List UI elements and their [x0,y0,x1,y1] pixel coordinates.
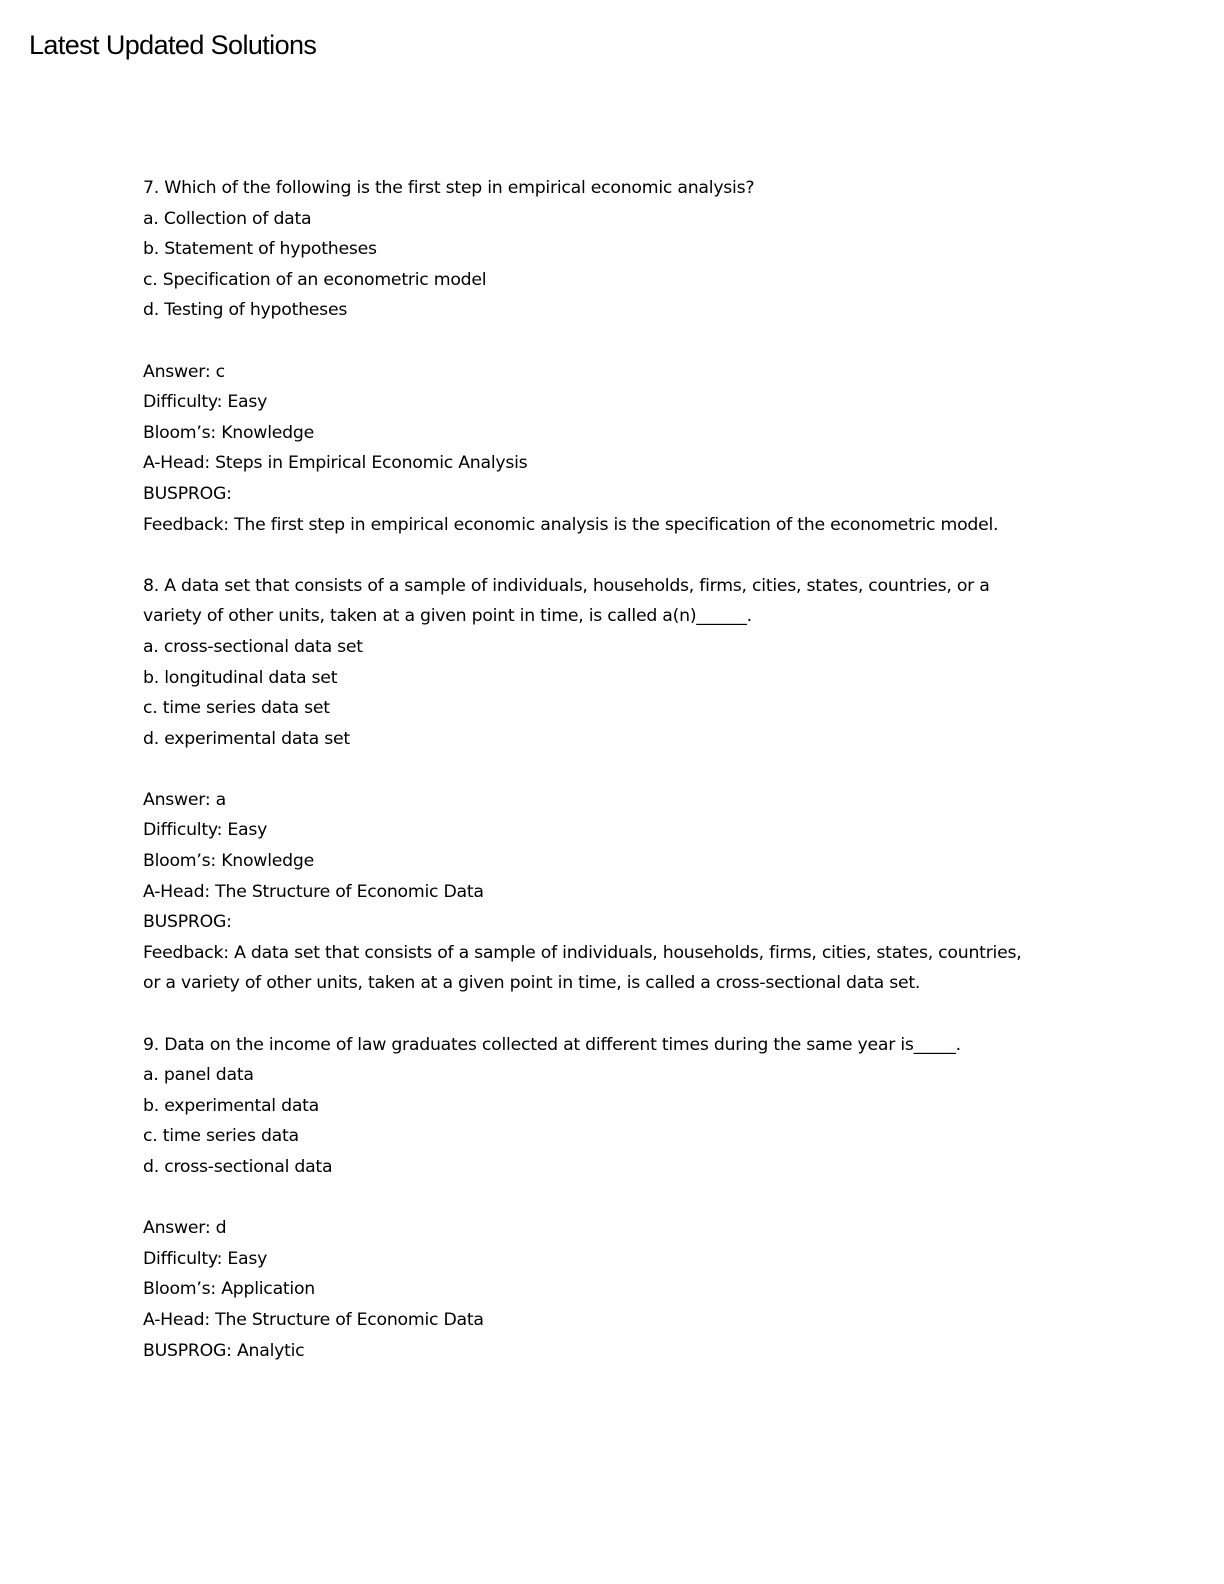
option-d: d. cross-sectional data [143,1157,333,1177]
ahead-line: A-Head: Steps in Empirical Economic Analysis [143,453,528,474]
question-block-7 [143,173,1143,571]
option-b: b. Statement of hypotheses [143,239,377,260]
ahead-line: A-Head: The Structure of Economic Data [143,881,484,902]
difficulty-line: Difficulty: Easy [143,820,268,841]
option-d: d. Testing of hypotheses [143,300,348,321]
question-block-9 [143,1030,1143,1367]
busprog-line: BUSPROG: [143,912,232,933]
ahead-line: A-Head: The Structure of Economic Data [143,1309,484,1330]
answer-line: Answer: c [143,361,225,382]
option-a: a. Collection of data [143,208,312,229]
question-block-8 [143,571,1143,1030]
answer-line: Answer: a [143,789,227,810]
difficulty-line: Difficulty: Easy [143,392,268,413]
spacer [143,1183,1143,1214]
option-c: c. time series data set [143,698,330,719]
question-stem: 9. Data on the income of law graduates collected at different times during the same year is_____. [143,1034,961,1055]
busprog-line: BUSPROG: Analytic [143,1340,305,1361]
feedback-line-continued: or a variety of other units, taken at a given point in time, is called a cross-sectional data set. [143,973,921,994]
spacer [143,999,1143,1030]
answer-line: Answer: d [143,1218,227,1239]
option-c: c. Specification of an econometric model [143,269,487,290]
page-header-title: Latest Updated Solutions [29,30,317,60]
option-a: a. panel data [143,1065,254,1086]
option-b: b. experimental data [143,1095,320,1116]
question-stem-continued: variety of other units, taken at a given point in time, is called a(n)______. [143,606,752,627]
spacer [143,540,1143,571]
option-a: a. cross-sectional data set [143,636,363,657]
option-b: b. longitudinal data set [143,667,338,688]
option-c: c. time series data [143,1126,299,1147]
question-list [143,173,1143,1366]
blooms-line: Bloom’s: Knowledge [143,422,314,443]
feedback-line: Feedback: The first step in empirical economic analysis is the specification of the econometric model. [143,514,999,535]
busprog-line: BUSPROG: [143,483,232,504]
question-stem: 8. A data set that consists of a sample of individuals, households, firms, cities, states, countries, or a [143,575,990,596]
blooms-line: Bloom’s: Application [143,1279,316,1300]
blooms-line: Bloom’s: Knowledge [143,851,314,872]
difficulty-line: Difficulty: Easy [143,1248,268,1269]
feedback-line: Feedback: A data set that consists of a sample of individuals, households, firms, cities, states, countries, [143,942,1022,963]
spacer [143,326,1143,357]
option-d: d. experimental data set [143,728,350,749]
spacer [143,754,1143,785]
question-stem: 7. Which of the following is the first step in empirical economic analysis? [143,178,755,198]
